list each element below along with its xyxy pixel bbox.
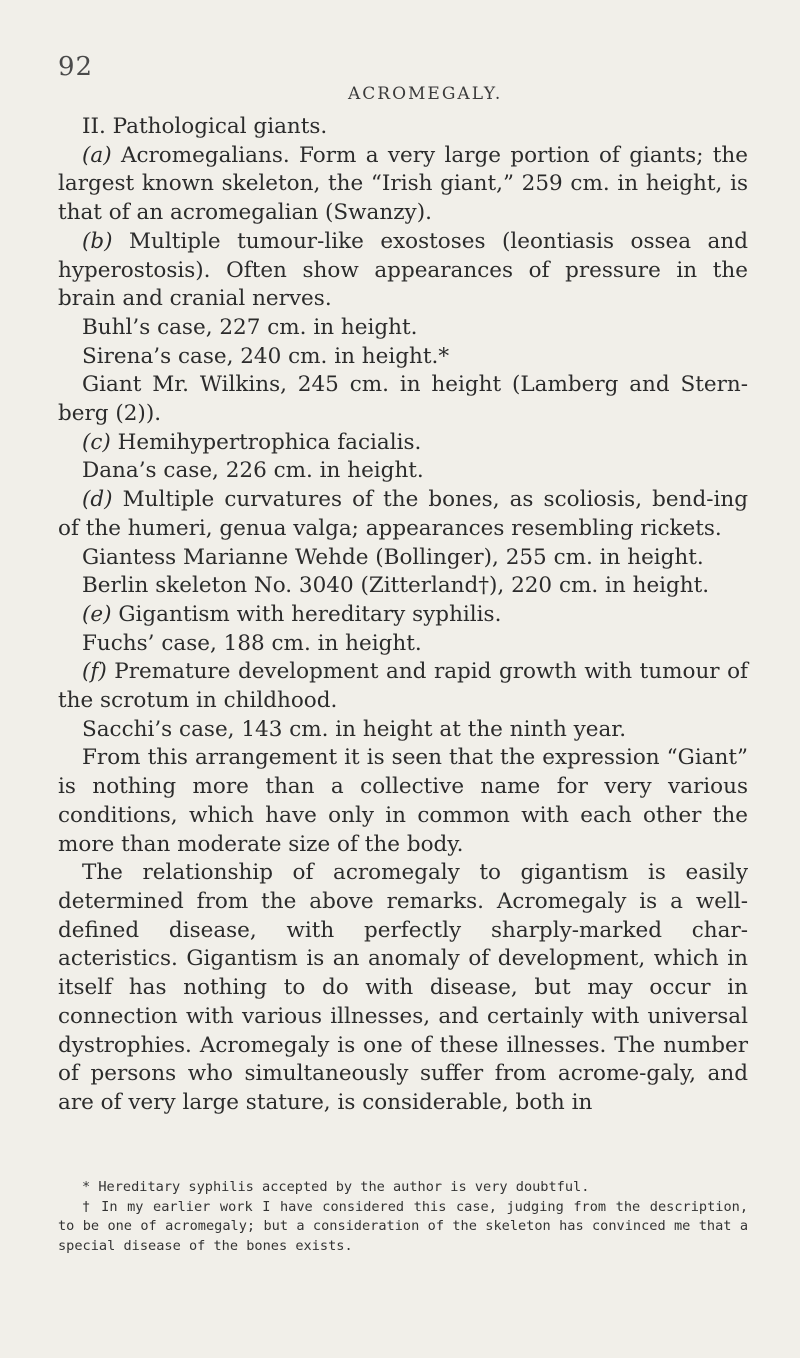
- item-text: Buhl’s case, 227 cm. in height.: [82, 314, 418, 340]
- item-text: Multiple curvatures of the bones, as scoliosis, bend-ing of the humeri, genua valga; appearances resembling rickets.: [58, 487, 748, 541]
- item-label: (e): [82, 601, 112, 627]
- list-item: [58, 457, 748, 486]
- list-item: [58, 371, 748, 428]
- item-text: Sacchi’s case, 143 cm. in height at the ninth year.: [82, 716, 627, 742]
- item-label: (a): [82, 142, 112, 168]
- list-item: [58, 343, 748, 372]
- item-label: (b): [82, 228, 113, 254]
- section-heading: II. Pathological giants.: [82, 114, 328, 139]
- item-text: Giantess Marianne Wehde (Bollinger), 255 cm. in height.: [82, 544, 704, 570]
- list-item: [58, 658, 748, 715]
- list-item: [58, 142, 748, 228]
- item-label: (f): [82, 659, 107, 685]
- page-number: 92: [58, 52, 94, 82]
- list-item: [58, 228, 748, 314]
- list-item: [58, 716, 748, 745]
- item-text: Premature development and rapid growth with tumour of the scrotum in childhood.: [58, 659, 748, 714]
- item-text: Giant Mr. Wilkins, 245 cm. in height (Lamberg and Stern-berg (2)).: [58, 372, 748, 427]
- footnotes: [58, 1178, 748, 1256]
- item-text: Sirena’s case, 240 cm. in height.*: [82, 343, 450, 369]
- item-text: Gigantism with hereditary syphilis.: [118, 601, 502, 627]
- list-item: [58, 630, 748, 659]
- footnote: * Hereditary syphilis accepted by the author is very doubtful.: [82, 1179, 590, 1195]
- item-label: (c): [82, 429, 111, 455]
- running-head: ACROMEGALY.: [348, 84, 503, 104]
- paragraph: The relationship of acromegaly to gigantism is easily determined from the above remarks. Acromegaly is a well-defined disease, with perfectly sharply-marked char-acteristics. Gigantism is an anomaly of development, which in itself has nothing to do with disease, but may occur in connection with various illnesses, and certainly with universal dystrophies. Acromegaly is one of these illnesses. The number of persons who simultaneously suffer from acrome-galy, and are of very large stature, is considerable, both in: [58, 860, 748, 1115]
- list-item: [58, 572, 748, 601]
- item-text: Multiple tumour-like exostoses (leontiasis ossea and hyperostosis). Often show appearances of pressure in the brain and cranial nerves.: [58, 228, 748, 312]
- item-text: Fuchs’ case, 188 cm. in height.: [82, 630, 422, 656]
- item-text: Berlin skeleton No. 3040 (Zitterland†), 220 cm. in height.: [82, 573, 710, 599]
- item-text: Dana’s case, 226 cm. in height.: [82, 458, 424, 484]
- item-text: Acromegalians. Form a very large portion of giants; the largest known skeleton, the “Irish giant,” 259 cm. in height, is that of an acromegalian (Swanzy).: [58, 142, 748, 226]
- list-item: [58, 486, 748, 543]
- footnote: † In my earlier work I have considered this case, judging from the description, to be one of acromegaly; but a consideration of the skeleton has convinced me that a special disease of the bones exists.: [58, 1198, 748, 1254]
- item-text: Hemihypertrophica facialis.: [117, 429, 422, 455]
- paragraph: From this arrangement it is seen that the expression “Giant” is nothing more than a collective name for very various conditions, which have only in common with each other the more than moderate size of the body.: [58, 745, 748, 857]
- list-item: [58, 544, 748, 573]
- list-item: [58, 601, 748, 630]
- list-item: [58, 429, 748, 458]
- list-item: [58, 314, 748, 343]
- body-text: [58, 113, 748, 1118]
- item-label: (d): [82, 487, 113, 513]
